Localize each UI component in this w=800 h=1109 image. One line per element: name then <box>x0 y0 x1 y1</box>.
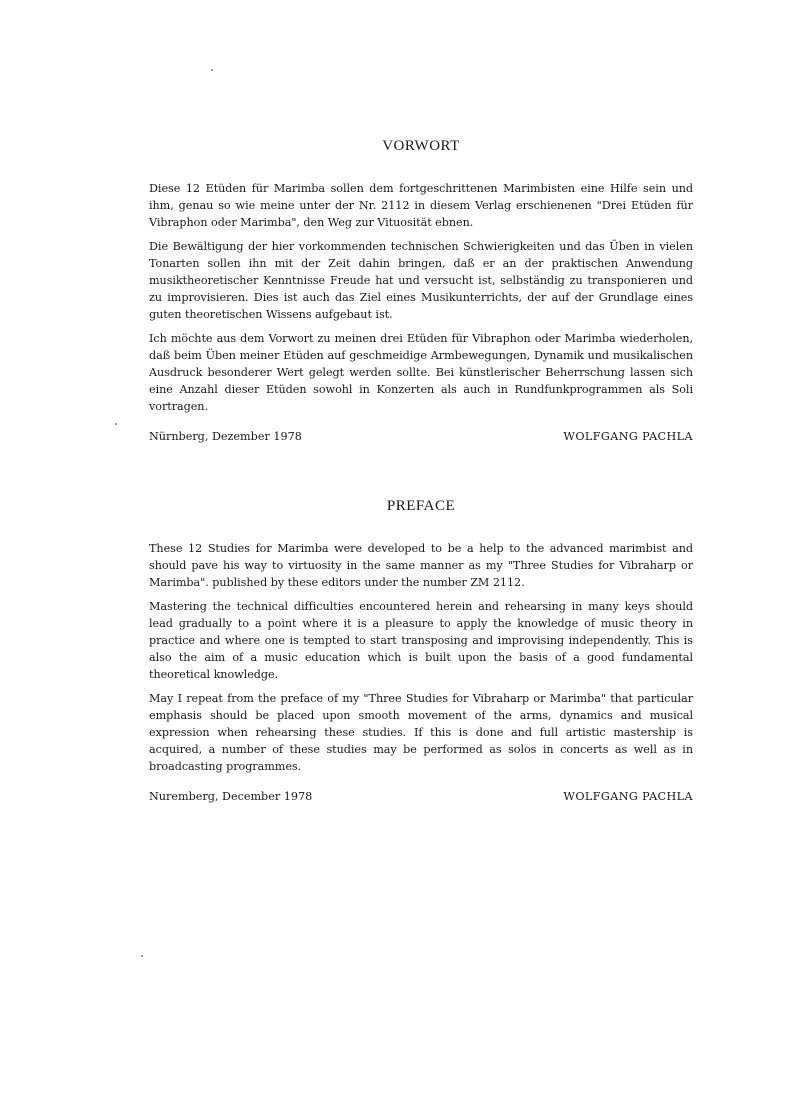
scan-speck <box>141 955 143 957</box>
german-paragraph-1: Diese 12 Etüden für Marimba sollen dem fortgeschrittenen Marimbisten eine Hilfe sein und ihm, genau so wie meine unter der Nr. 2112 in diesem Verlag erschienenen "Drei Etüden für Vibraphon oder Marimba", den Weg zur Vituosität ebnen. <box>149 182 693 229</box>
english-author: WOLFGANG PACHLA <box>563 790 693 804</box>
german-paragraph-2: Die Bewältigung der hier vorkommenden technischen Schwierigkeiten und das Üben in vielen Tonarten sollen ihn mit der Zeit dahin bringen, daß er an der praktischen Anwendung musiktheoretischer Kenntnisse Freude hat und versucht ist, selbständig zu transponieren und zu improvisieren. Dies ist auch das Ziel eines Musikunterrichts, der auf der Grundlage eines guten theoretischen Wissens aufgebaut ist. <box>149 240 693 321</box>
german-preface-section <box>149 138 693 443</box>
english-preface-section <box>149 498 693 803</box>
english-paragraph-1: These 12 Studies for Marimba were developed to be a help to the advanced marimbist and should pave his way to virtuosity in the same manner as my "Three Studies for Vibraharp or Marimba". published by these editors under the number ZM 2112. <box>149 542 693 589</box>
german-heading: VORWORT <box>382 138 460 154</box>
german-author: WOLFGANG PACHLA <box>563 430 693 444</box>
english-signature <box>149 790 693 803</box>
english-heading: PREFACE <box>386 498 456 514</box>
english-place-date: Nuremberg, December 1978 <box>149 790 313 804</box>
english-paragraph-3: May I repeat from the preface of my "Three Studies for Vibraharp or Marimba" that particular emphasis should be placed upon smooth movement of the arms, dynamics and musical expression when rehearsing these studies. If this is done and full artistic mastership is acquired, a number of these studies may be performed as solos in concerts as well as in broadcasting programmes. <box>149 692 693 773</box>
scan-speck <box>115 423 117 425</box>
scan-speck <box>211 69 213 71</box>
german-signature <box>149 430 693 443</box>
german-place-date: Nürnberg, Dezember 1978 <box>149 430 302 444</box>
german-paragraph-3: Ich möchte aus dem Vorwort zu meinen drei Etüden für Vibraphon oder Marimba wiederholen, daß beim Üben meiner Etüden auf geschmeidige Armbewegungen, Dynamik und musikalischen Ausdruck besonderer Wert gelegt werden sollte. Bei künstlerischer Beherrschung lassen sich eine Anzahl dieser Etüden sowohl in Konzerten als auch in Rundfunkprogrammen als Soli vortragen. <box>149 332 693 413</box>
english-paragraph-2: Mastering the technical difficulties encountered herein and rehearsing in many keys should lead gradually to a point where it is a pleasure to apply the knowledge of music theory in practice and where one is tempted to start transposing and improvising independently. This is also the aim of a music education which is built upon the basis of a good fundamental theoretical knowledge. <box>149 600 693 681</box>
